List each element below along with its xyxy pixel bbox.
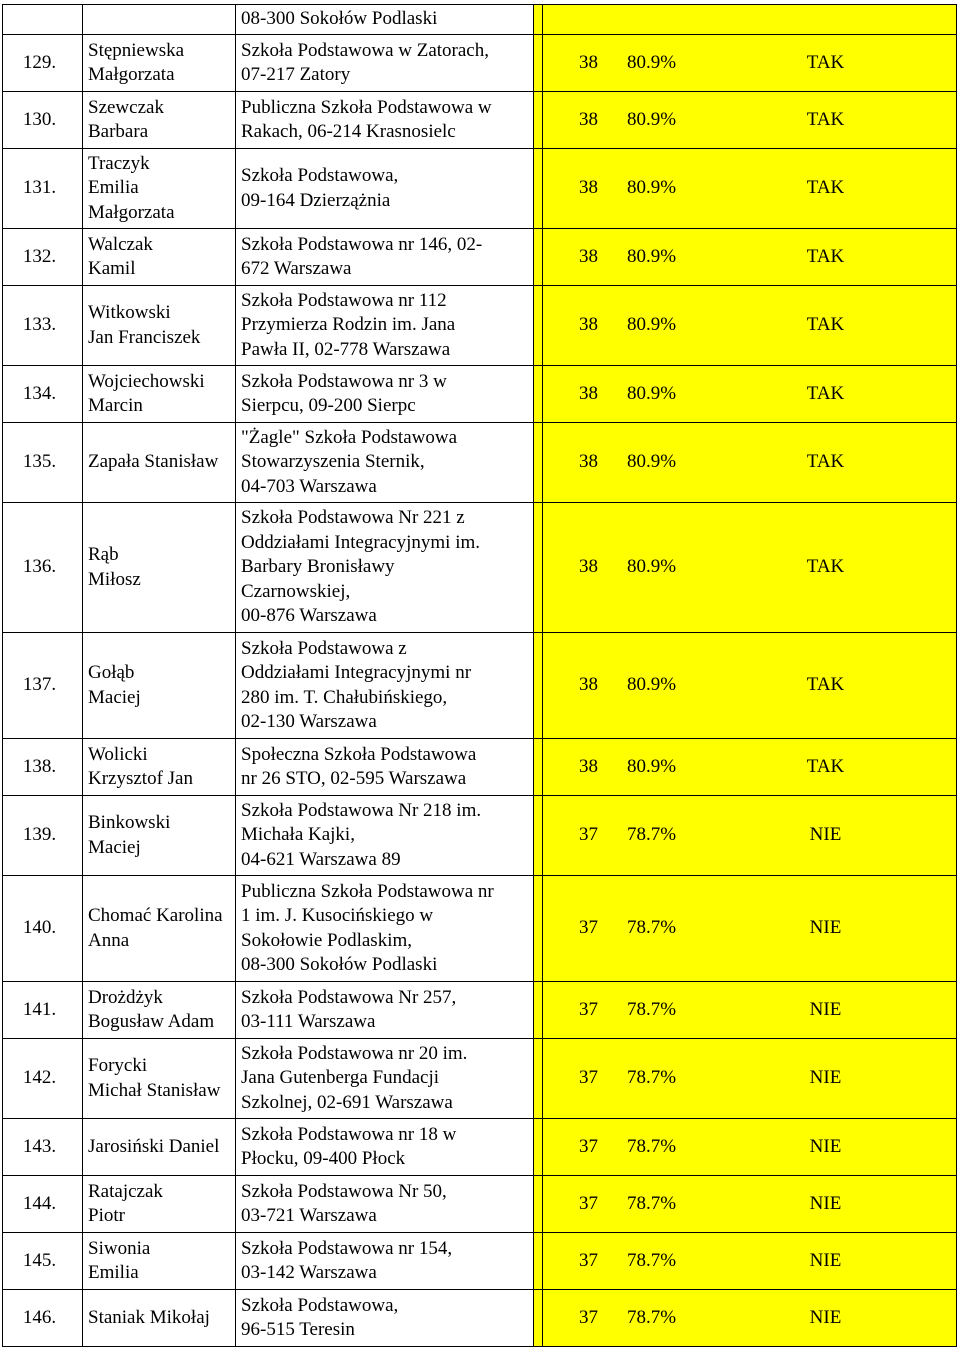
qualification-verdict: TAK [806,755,845,777]
name-line: Małgorzata [88,64,175,85]
name-line: Michał Stanisław [88,1079,221,1101]
school-cell [236,796,534,876]
name-line: Małgorzata [88,201,175,223]
percent-value: 80.9% [627,177,677,199]
qualification-verdict: NIE [809,998,842,1020]
highlight-gap [534,423,543,503]
participant-name [83,876,236,982]
participant-name [83,149,236,229]
score-value: 38 [579,755,598,777]
table-row [3,366,957,423]
school-line: "Żagle" Szkoła Podstawowa [241,426,458,448]
school-line: Szkoła Podstawowa z [241,637,407,659]
highlight-gap [534,1039,543,1119]
score-value: 37 [579,1192,598,1214]
qualification-verdict: TAK [806,451,845,473]
continued-row [3,5,957,35]
result-cell [543,149,957,229]
name-line: Szewczak [88,96,164,118]
row-number: 130. [3,92,83,149]
table-row [3,982,957,1039]
school-cell [236,229,534,286]
school-line: Szkoła Podstawowa, [241,1294,399,1316]
qualification-verdict: NIE [809,824,842,846]
score-value: 37 [579,824,598,846]
table-row [3,1290,957,1347]
school-line: 02-130 Warszawa [241,711,377,732]
result-cell [543,1290,957,1347]
name-line: Barbara [88,121,149,142]
school-line: nr 26 STO, 02-595 Warszawa [241,768,467,789]
result-cell [543,503,957,633]
name-line: Witkowski [88,302,171,323]
qualification-verdict: TAK [806,382,845,404]
name-line: Jan Franciszek [88,326,201,348]
name-line: Maciej [88,686,141,708]
table-row [3,1176,957,1233]
participant-name [83,1290,236,1347]
result-cell [543,876,957,982]
table-row [3,739,957,796]
name-line: Staniak Mikołaj [88,1306,210,1328]
results-table [2,4,957,1347]
score-value: 37 [579,917,598,939]
score-value: 38 [579,674,598,696]
percent-value: 78.7% [627,1249,677,1271]
result-cell [543,366,957,423]
qualification-verdict: TAK [806,556,845,578]
school-cell [236,1233,534,1290]
participant-name [83,423,236,503]
highlight-gap [534,229,543,286]
school-line: 03-721 Warszawa [241,1205,377,1226]
qualification-verdict: TAK [806,177,845,199]
school-line: Szkoła Podstawowa Nr 221 z [241,507,465,529]
participant-name [83,35,236,92]
name-line: Rąb [88,544,119,565]
school-line: 04-703 Warszawa [241,475,377,497]
row-number: 135. [3,423,83,503]
school-line: Michała Kajki, [241,824,355,846]
score-value: 38 [579,177,598,199]
score-value: 37 [579,1249,598,1271]
result-values [543,245,956,270]
name-line: Binkowski [88,812,171,833]
school-line: Czarnowskiej, [241,580,351,602]
table-row [3,286,957,366]
school-line: Oddziałami Integracyjnymi im. [241,531,481,553]
percent-value: 78.7% [627,1135,677,1157]
school-line: 672 Warszawa [241,258,352,279]
name-line: Wojciechowski [88,370,205,392]
score-value: 38 [579,314,598,336]
school-line: Szkoła Podstawowa nr 112 [241,289,447,311]
school-cell [236,92,534,149]
name-line: Stępniewska [88,39,185,61]
percent-value: 80.9% [627,108,677,130]
name-line: Traczyk [88,152,150,174]
school-line: 08-300 Sokołów Podlaski [241,954,438,975]
qualification-verdict: NIE [809,1067,842,1089]
result-cell [543,739,957,796]
school-line: Jana Gutenberga Fundacji [241,1067,440,1089]
percent-value: 78.7% [627,824,677,846]
participant-name [83,366,236,423]
result-values [543,176,956,201]
school-line: Szkoła Podstawowa Nr 218 im. [241,799,482,821]
table-row [3,876,957,982]
school-cell [236,982,534,1039]
school-line: 280 im. T. Chałubińskiego, [241,686,448,708]
school-line: Szkoła Podstawowa Nr 257, [241,986,457,1008]
table-row [3,35,957,92]
result-values [543,555,956,580]
table-row [3,1233,957,1290]
school-line: Sokołowie Podlaskim, [241,929,413,951]
highlight-gap [534,1290,543,1347]
participant-name [83,92,236,149]
name-line: Kamil [88,258,136,279]
school-cell [236,35,534,92]
school-line: 09-164 Dzierzążnia [241,189,391,211]
row-number: 138. [3,739,83,796]
highlight-gap [534,149,543,229]
school-line: Szkoła Podstawowa w Zatorach, [241,39,489,61]
result-values [543,823,956,848]
highlight-gap [534,1176,543,1233]
name-line: Miłosz [88,568,141,590]
participant-name [83,5,236,35]
participant-name [83,1233,236,1290]
table-row [3,1119,957,1176]
participant-name [83,633,236,739]
name-line: Chomać Karolina [88,905,223,926]
name-line: Ratajczak [88,1180,163,1202]
participant-name [83,982,236,1039]
name-line: Bogusław Adam [88,1011,215,1032]
row-number: 136. [3,503,83,633]
school-cell [236,5,534,35]
qualification-verdict: TAK [806,108,845,130]
school-line: Oddziałami Integracyjnymi nr [241,662,472,683]
result-cell [543,1233,957,1290]
row-number: 146. [3,1290,83,1347]
name-line: Piotr [88,1205,125,1226]
school-line: 00-876 Warszawa [241,605,377,627]
score-value: 37 [579,1067,598,1089]
school-line: 03-142 Warszawa [241,1262,377,1283]
percent-value: 80.9% [627,755,677,777]
result-values [543,1135,956,1160]
highlight-gap [534,366,543,423]
participant-name [83,1119,236,1176]
highlight-gap [534,796,543,876]
highlight-gap [534,35,543,92]
row-number: 145. [3,1233,83,1290]
name-line: Emilia [88,1262,139,1283]
result-cell [543,633,957,739]
highlight-gap [534,876,543,982]
name-line: Zapała Stanisław [88,451,219,473]
school-line: 96-515 Teresin [241,1319,355,1340]
row-number: 142. [3,1039,83,1119]
participant-name [83,1176,236,1233]
school-line: Szkoła Podstawowa nr 146, 02- [241,233,483,255]
school-line: Publiczna Szkoła Podstawowa w [241,96,492,118]
school-line: Szkolnej, 02-691 Warszawa [241,1091,453,1113]
highlight-gap [534,92,543,149]
score-value: 38 [579,451,598,473]
participant-name [83,739,236,796]
table-row [3,503,957,633]
name-line: Drożdżyk [88,986,163,1008]
percent-value: 80.9% [627,51,677,73]
score-value: 37 [579,1135,598,1157]
name-line: Jarosiński Daniel [88,1135,220,1157]
school-cell [236,503,534,633]
school-line: Publiczna Szkoła Podstawowa nr [241,880,494,902]
school-cell [236,286,534,366]
percent-value: 80.9% [627,556,677,578]
qualification-verdict: NIE [809,1192,842,1214]
school-cell [236,366,534,423]
row-number: 143. [3,1119,83,1176]
school-line: 08-300 Sokołów Podlaski [241,8,438,30]
school-line: Barbary Bronisławy [241,556,395,578]
score-value: 38 [579,51,598,73]
result-cell [543,1176,957,1233]
row-number: 134. [3,366,83,423]
qualification-verdict: TAK [806,674,845,696]
table-row [3,149,957,229]
percent-value: 80.9% [627,674,677,696]
result-values [543,1306,956,1331]
highlight-gap [534,739,543,796]
school-line: 04-621 Warszawa 89 [241,848,401,870]
participant-name [83,286,236,366]
school-line: Pawła II, 02-778 Warszawa [241,338,451,360]
highlight-gap [534,1233,543,1290]
school-line: Społeczna Szkoła Podstawowa [241,743,477,765]
result-values [543,108,956,133]
highlight-gap [534,5,543,35]
school-line: Szkoła Podstawowa nr 154, [241,1237,453,1259]
highlight-gap [534,1119,543,1176]
name-line: Forycki [88,1055,148,1076]
school-cell [236,423,534,503]
percent-value: 78.7% [627,1306,677,1328]
percent-value: 80.9% [627,451,677,473]
school-line: Płocku, 09-400 Płock [241,1148,406,1169]
result-values [543,673,956,698]
school-line: Szkoła Podstawowa nr 18 w [241,1123,457,1145]
school-cell [236,149,534,229]
result-values [543,382,956,407]
school-cell [236,1119,534,1176]
table-row [3,796,957,876]
percent-value: 78.7% [627,1067,677,1089]
school-cell [236,1176,534,1233]
table-row [3,423,957,503]
percent-value: 78.7% [627,998,677,1020]
result-cell [543,35,957,92]
result-values [543,450,956,475]
qualification-verdict: TAK [806,51,845,73]
school-line: Szkoła Podstawowa nr 20 im. [241,1042,468,1064]
result-cell [543,1119,957,1176]
result-cell [543,423,957,503]
school-line: Stowarzyszenia Sternik, [241,451,425,473]
result-values [543,313,956,338]
score-value: 37 [579,998,598,1020]
result-cell [543,1039,957,1119]
percent-value: 80.9% [627,245,677,267]
result-cell [543,229,957,286]
result-values [543,1249,956,1274]
row-number: 141. [3,982,83,1039]
school-cell [236,1290,534,1347]
result-cell [543,982,957,1039]
name-line: Wolicki [88,743,148,765]
result-values [543,1192,956,1217]
row-number: 144. [3,1176,83,1233]
table-row [3,229,957,286]
row-number: 129. [3,35,83,92]
school-cell [236,1039,534,1119]
score-value: 38 [579,245,598,267]
row-number: 132. [3,229,83,286]
score-value: 38 [579,556,598,578]
school-line: Szkoła Podstawowa Nr 50, [241,1180,447,1202]
school-line: 1 im. J. Kusocińskiego w [241,905,434,926]
result-cell [543,796,957,876]
school-line: Sierpcu, 09-200 Sierpc [241,395,416,416]
school-line: Szkoła Podstawowa, [241,165,399,186]
participant-name [83,229,236,286]
participant-name [83,503,236,633]
score-value: 38 [579,108,598,130]
percent-value: 78.7% [627,1192,677,1214]
name-line: Anna [88,929,130,951]
school-cell [236,876,534,982]
percent-value: 80.9% [627,382,677,404]
table-row [3,1039,957,1119]
name-line: Emilia [88,177,139,199]
result-values [543,998,956,1023]
row-number: 140. [3,876,83,982]
school-line: 07-217 Zatory [241,64,351,85]
school-line: 03-111 Warszawa [241,1011,376,1032]
school-line: Rakach, 06-214 Krasnosielc [241,121,456,142]
qualification-verdict: NIE [809,1249,842,1271]
result-values [543,755,956,780]
score-value: 38 [579,382,598,404]
highlight-gap [534,633,543,739]
row-number: 137. [3,633,83,739]
percent-value: 78.7% [627,917,677,939]
highlight-gap [534,503,543,633]
qualification-verdict: NIE [809,1135,842,1157]
result-cell [543,286,957,366]
table-row [3,633,957,739]
qualification-verdict: TAK [806,245,845,267]
result-values [543,1066,956,1091]
qualification-verdict: TAK [806,314,845,336]
row-number: 131. [3,149,83,229]
table-row [3,92,957,149]
result-values [543,916,956,941]
score-value: 37 [579,1306,598,1328]
name-line: Gołąb [88,662,135,683]
result-values [543,51,956,76]
percent-value: 80.9% [627,314,677,336]
result-cell [543,92,957,149]
name-line: Marcin [88,395,143,416]
participant-name [83,796,236,876]
highlight-gap [534,286,543,366]
row-number [3,5,83,35]
results-table-body [3,5,957,1347]
name-line: Siwonia [88,1237,151,1259]
highlight-gap [534,982,543,1039]
school-cell [236,633,534,739]
school-cell [236,739,534,796]
result-cell [543,5,957,35]
participant-name [83,1039,236,1119]
name-line: Krzysztof Jan [88,768,193,789]
row-number: 133. [3,286,83,366]
row-number: 139. [3,796,83,876]
qualification-verdict: NIE [809,1306,842,1328]
school-line: Przymierza Rodzin im. Jana [241,314,456,336]
school-line: Szkoła Podstawowa nr 3 w [241,370,447,392]
name-line: Walczak [88,233,153,255]
qualification-verdict: NIE [809,917,842,939]
name-line: Maciej [88,836,141,858]
